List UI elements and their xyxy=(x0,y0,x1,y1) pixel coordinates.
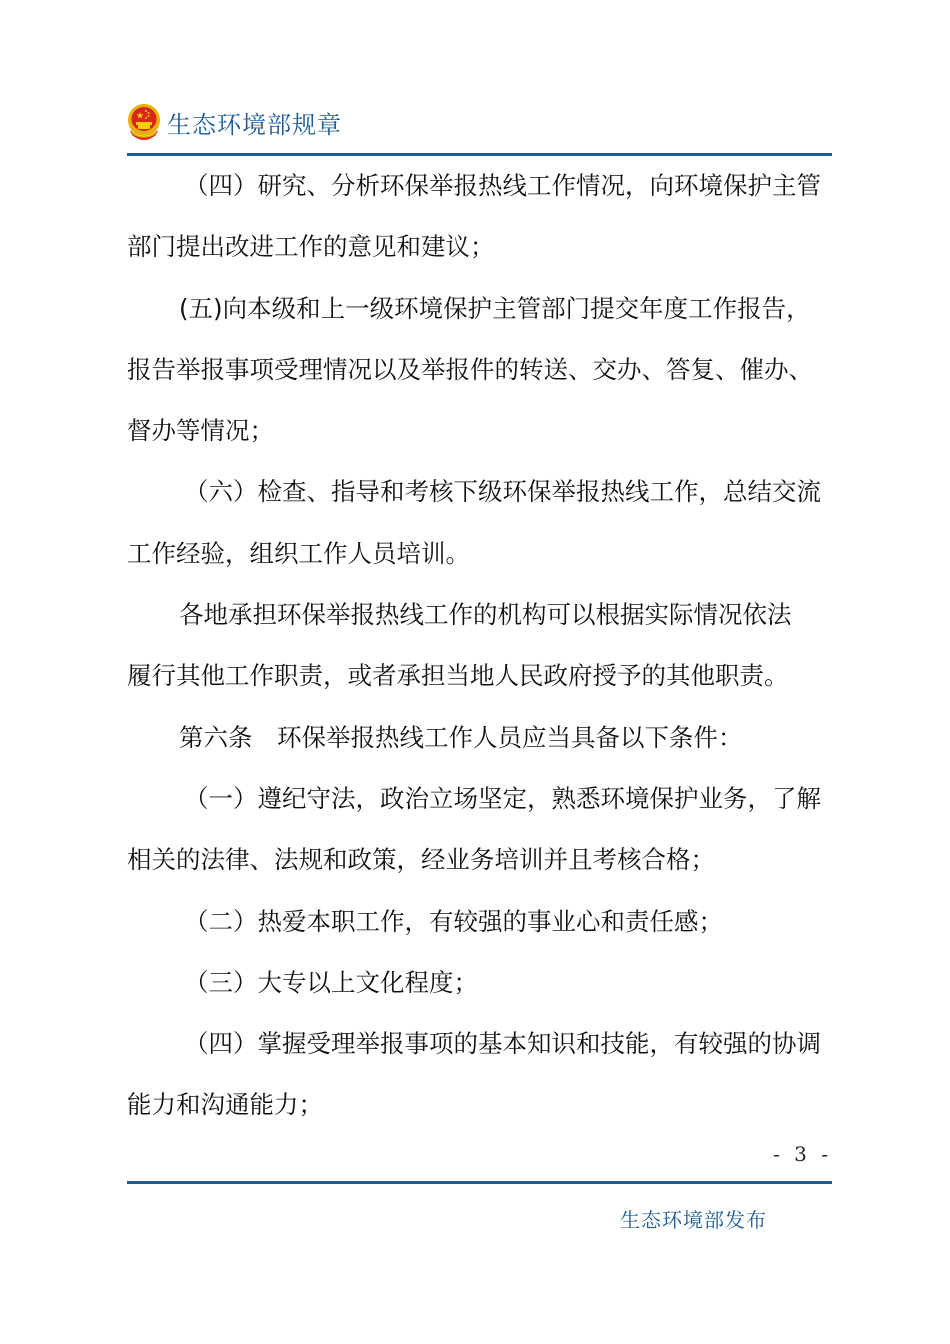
article-heading-line: 第六条 环保举报热线工作人员应当具备以下条件： xyxy=(179,722,743,752)
paragraph-line: 工作经验，组织工作人员培训。 xyxy=(127,538,470,568)
document-body xyxy=(127,155,832,1136)
paragraph-line: 相关的法律、法规和政策，经业务培训并且考核合格； xyxy=(127,845,715,875)
paragraph-line: （二）热爱本职工作，有较强的事业心和责任感； xyxy=(184,906,723,936)
paragraph-line: （一）遵纪守法，政治立场坚定，熟悉环境保护业务，了解 xyxy=(184,783,821,813)
paragraph-line: 部门提出改进工作的意见和建议； xyxy=(127,232,495,262)
document-header xyxy=(127,100,342,144)
paragraph-line: 各地承担环保举报热线工作的机构可以根据实际情况依法 xyxy=(179,600,792,630)
paragraph-line: （四）掌握受理举报事项的基本知识和技能，有较强的协调 xyxy=(184,1029,821,1059)
footer-publisher: 生态环境部发布 xyxy=(620,1208,767,1232)
national-emblem-icon xyxy=(127,103,161,141)
paragraph-line: 督办等情况； xyxy=(127,416,274,446)
paragraph-line: 履行其他工作职责，或者承担当地人民政府授予的其他职责。 xyxy=(127,661,789,691)
paragraph-line: 报告举报事项受理情况以及举报件的转送、交办、答复、催办、 xyxy=(127,354,813,384)
paragraph-line: （六）检查、指导和考核下级环保举报热线工作，总结交流 xyxy=(184,477,821,507)
footer-divider xyxy=(127,1181,832,1184)
paragraph-line: 能力和沟通能力； xyxy=(127,1090,323,1120)
page-number: - 3 - xyxy=(773,1142,832,1166)
header-title: 生态环境部规章 xyxy=(167,110,342,139)
paragraph-line: （三）大专以上文化程度； xyxy=(184,967,478,997)
paragraph-line: (五)向本级和上一级环境保护主管部门提交年度工作报告， xyxy=(179,293,811,323)
paragraph-line: （四）研究、分析环保举报热线工作情况，向环境保护主管 xyxy=(184,171,821,200)
